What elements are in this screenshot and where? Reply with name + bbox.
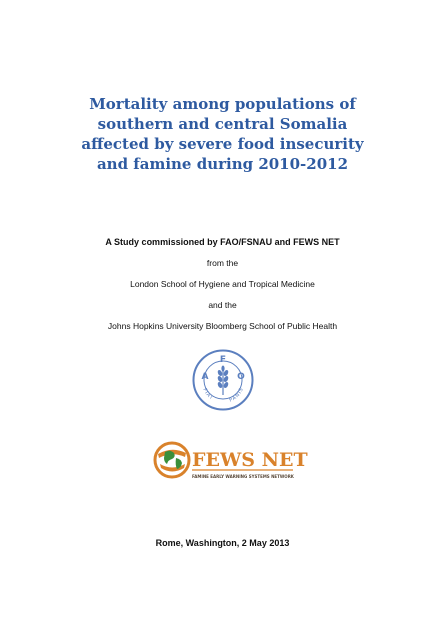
globe-icon	[155, 443, 189, 477]
fao-letter-a: A	[201, 372, 209, 382]
wheat-ear-icon	[217, 366, 229, 396]
fao-letter-f: F	[219, 355, 227, 365]
fews-net-tagline: FAMINE EARLY WARNING SYSTEMS NETWORK	[192, 474, 294, 479]
title-line-4: and famine during 2010-2012	[96, 155, 349, 173]
fao-motto-fiat: FIAT	[201, 387, 215, 402]
commission-statement	[0, 232, 445, 337]
commission-line-5: Johns Hopkins University Bloomberg School of Public Health	[107, 321, 338, 331]
fao-emblem-icon	[192, 349, 254, 411]
commission-line-3: London School of Hygiene and Tropical Medicine	[130, 279, 315, 289]
fews-net-logo-icon	[150, 436, 308, 484]
fao-letter-o: O	[237, 372, 245, 382]
fews-net-name: FEWS NET	[192, 449, 308, 471]
place-and-date: Rome, Washington, 2 May 2013	[155, 538, 290, 548]
commission-line-2: from the	[206, 258, 239, 268]
fao-motto-panis: PANIS	[228, 386, 246, 404]
title-line-1: Mortality among populations of	[89, 95, 356, 113]
title-line-2: southern and central Somalia	[97, 115, 348, 133]
commission-line-4: and the	[208, 300, 237, 310]
commission-line-1: A Study commissioned by FAO/FSNAU and FEWS NET	[105, 237, 340, 247]
title-line-3: affected by severe food insecurity	[81, 135, 364, 153]
document-title	[0, 94, 445, 174]
